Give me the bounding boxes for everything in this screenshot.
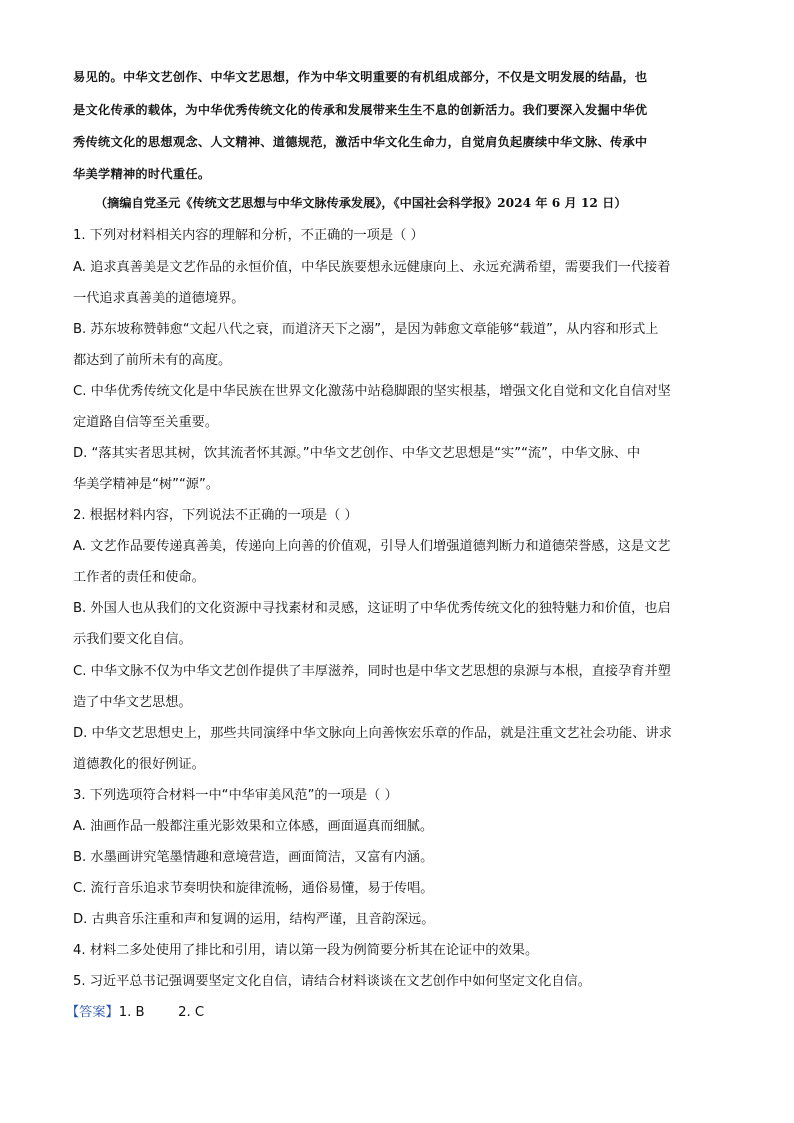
question-2-option-d-cont: 道德教化的很好例证。 bbox=[73, 757, 205, 772]
question-2-option-a: A. 文艺作品要传递真善美，传递向上向善的价值观，引导人们增强道德判断力和道德荣誉感，这是文艺 bbox=[73, 539, 671, 554]
question-5: 5. 习近平总书记强调要坚定文化自信，请结合材料谈谈在文艺创作中如何坚定文化自信。 bbox=[73, 974, 591, 989]
excerpt-line-1: 易见的。中华文艺创作、中华文艺思想，作为中华文明重要的有机组成部分，不仅是文明发展的结晶，也 bbox=[73, 70, 648, 84]
question-3-option-a: A. 油画作品一般都注重光影效果和立体感，画面逼真而细腻。 bbox=[73, 819, 434, 834]
question-1-option-a-cont: 一代追求真善美的道德境界。 bbox=[73, 291, 245, 306]
question-2-option-b-cont: 示我们要文化自信。 bbox=[73, 632, 192, 647]
question-1-option-d-cont: 华美学精神是“树”“源”。 bbox=[73, 477, 220, 492]
question-3-option-b: B. 水墨画讲究笔墨情趣和意境营造，画面简洁，又富有内涵。 bbox=[73, 850, 434, 865]
question-3-option-d: D. 古典音乐注重和声和复调的运用，结构严谨，且音韵深远。 bbox=[73, 912, 435, 927]
question-2-option-c-cont: 造了中华文艺思想。 bbox=[73, 695, 192, 710]
question-1-stem: 1. 下列对材料相关内容的理解和分析，不正确的一项是（ ） bbox=[73, 228, 424, 243]
answer-text: 1. B 2. C bbox=[118, 1005, 205, 1020]
excerpt-line-2: 是文化传承的载体，为中华优秀传统文化的传承和发展带来生生不息的创新活力。我们要深入发掘中华优 bbox=[73, 103, 648, 117]
question-1-option-a: A. 追求真善美是文艺作品的永恒价值，中华民族要想永远健康向上、永远充满希望，需要我们一代接着 bbox=[73, 260, 671, 275]
question-1-option-b: B. 苏东坡称赞韩愈“文起八代之衰，而道济天下之溺”，是因为韩愈文章能够“载道”，从内容和形式上 bbox=[73, 322, 659, 337]
question-1-option-d: D. “落其实者思其树，饮其流者怀其源。”中华文艺创作、中华文艺思想是“实”“流”，中华文脉、中 bbox=[73, 446, 641, 461]
question-1-option-b-cont: 都达到了前所未有的高度。 bbox=[73, 353, 232, 368]
question-3-option-c: C. 流行音乐追求节奏明快和旋律流畅，通俗易懂，易于传唱。 bbox=[73, 881, 434, 896]
question-4: 4. 材料二多处使用了排比和引用，请以第一段为例简要分析其在论证中的效果。 bbox=[73, 943, 539, 958]
question-2-option-b: B. 外国人也从我们的文化资源中寻找素材和灵感，这证明了中华优秀传统文化的独特魅力和价值，也启 bbox=[73, 601, 671, 616]
question-3-stem: 3. 下列选项符合材料一中“中华审美风范”的一项是（ ） bbox=[73, 788, 398, 803]
answer-line bbox=[66, 1001, 716, 1020]
answer-label: 【答案】 bbox=[66, 1005, 119, 1020]
excerpt-line-4: 华美学精神的时代重任。 bbox=[73, 167, 211, 181]
excerpt-line-3: 秀传统文化的思想观念、人文精神、道德规范，激活中华文化生命力，自觉肩负起赓续中华文脉、传承中 bbox=[73, 135, 648, 149]
question-2-option-a-cont: 工作者的责任和使命。 bbox=[73, 570, 205, 585]
question-2-stem: 2. 根据材料内容，下列说法不正确的一项是（ ） bbox=[73, 508, 358, 523]
question-1-option-c-cont: 定道路自信等至关重要。 bbox=[73, 415, 219, 430]
question-2-option-c: C. 中华文脉不仅为中华文艺创作提供了丰厚滋养，同时也是中华文艺思想的泉源与本根，直接孕育并塑 bbox=[73, 664, 671, 679]
question-2-option-d: D. 中华文艺思想史上，那些共同演绎中华文脉向上向善恢宏乐章的作品，就是注重文艺社会功能、讲求 bbox=[73, 726, 672, 741]
question-1-option-c: C. 中华优秀传统文化是中华民族在世界文化激荡中站稳脚跟的坚实根基，增强文化自觉和文化自信对坚 bbox=[73, 384, 671, 399]
source-citation: （摘编自党圣元《传统文艺思想与中华文脉传承发展》，《中国社会科学报》2024 年 6 月 12 日） bbox=[95, 196, 627, 210]
